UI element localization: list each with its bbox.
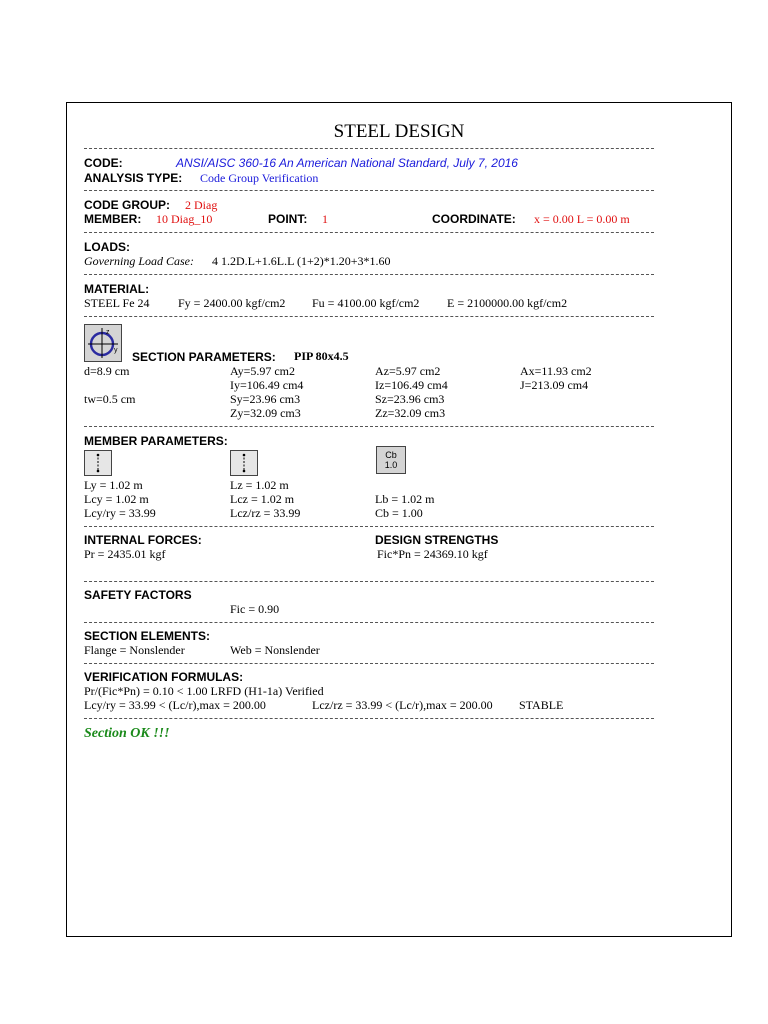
analysis-type-label: ANALYSIS TYPE:: [84, 171, 183, 185]
section-ax: Ax=11.93 cm2: [520, 364, 592, 378]
safety-fic: Fic = 0.90: [230, 602, 280, 616]
point-label: POINT:: [268, 212, 308, 226]
material-steel: STEEL Fe 24: [84, 296, 150, 310]
divider: [84, 622, 654, 623]
code-group-value: 2 Diag: [185, 198, 218, 212]
member-lcy: Lcy = 1.02 m: [84, 492, 149, 506]
code-value: ANSI/AISC 360-16 An American National Standard, July 7, 2016: [176, 156, 518, 170]
section-ay: Ay=5.97 cm2: [230, 364, 295, 378]
code-group-label: CODE GROUP:: [84, 198, 171, 212]
section-parameters-label: SECTION PARAMETERS:: [132, 350, 276, 364]
divider: [84, 232, 654, 233]
result-status: Section OK !!!: [84, 726, 170, 741]
web-class: Web = Nonslender: [230, 643, 320, 657]
material-e: E = 2100000.00 kgf/cm2: [447, 296, 568, 310]
coordinate-value: x = 0.00 L = 0.00 m: [534, 212, 630, 226]
material-label: MATERIAL:: [84, 282, 150, 296]
code-label: CODE:: [84, 156, 123, 170]
point-value: 1: [322, 212, 328, 226]
section-sz: Sz=23.96 cm3: [375, 392, 445, 406]
divider: [84, 718, 654, 719]
section-zy: Zy=32.09 cm3: [230, 406, 301, 420]
member-cb: Cb = 1.00: [375, 506, 423, 520]
divider: [84, 663, 654, 664]
internal-forces-label: INTERNAL FORCES:: [84, 533, 202, 547]
governing-load-case-value: 4 1.2D.L+1.6L.L (1+2)*1.20+3*1.60: [212, 254, 391, 268]
analysis-type-value: Code Group Verification: [200, 171, 319, 185]
section-j: J=213.09 cm4: [520, 378, 589, 392]
cb-icon: [376, 446, 406, 474]
member-value: 10 Diag_10: [156, 212, 213, 226]
divider: [84, 426, 654, 427]
section-d: d=8.9 cm: [84, 364, 130, 378]
section-sy: Sy=23.96 cm3: [230, 392, 301, 406]
verification-lcy: Lcy/ry = 33.99 < (Lc/r),max = 200.00: [84, 698, 266, 712]
loads-label: LOADS:: [84, 240, 130, 254]
flange-class: Flange = Nonslender: [84, 643, 185, 657]
page-title: STEEL DESIGN: [333, 121, 465, 142]
member-label: MEMBER:: [84, 212, 142, 226]
verification-status: STABLE: [519, 698, 564, 712]
material-fu: Fu = 4100.00 kgf/cm2: [312, 296, 420, 310]
member-parameters-label: MEMBER PARAMETERS:: [84, 434, 228, 448]
verification-lcz: Lcz/rz = 33.99 < (Lc/r),max = 200.00: [312, 698, 493, 712]
divider: [84, 526, 654, 527]
member-lcz: Lcz = 1.02 m: [230, 492, 295, 506]
material-fy: Fy = 2400.00 kgf/cm2: [178, 296, 286, 310]
section-elements-label: SECTION ELEMENTS:: [84, 629, 211, 643]
divider: [84, 148, 654, 149]
buckling-y-icon: [84, 450, 112, 476]
cb-icon-value: 1.0: [384, 460, 398, 470]
member-lcy-ry: Lcy/ry = 33.99: [84, 506, 156, 520]
safety-factors-label: SAFETY FACTORS: [84, 588, 192, 602]
pipe-icon-axis-y: y: [114, 347, 118, 354]
section-az: Az=5.97 cm2: [375, 364, 441, 378]
divider: [84, 581, 654, 582]
governing-load-case-label: Governing Load Case:: [84, 254, 194, 268]
divider: [84, 316, 654, 317]
section-iy: Iy=106.49 cm4: [230, 378, 304, 392]
pipe-icon-axis-z: z: [106, 329, 110, 336]
member-lz: Lz = 1.02 m: [230, 478, 289, 492]
divider: [84, 274, 654, 275]
cb-icon-label: Cb: [385, 450, 397, 460]
strength-ficpn: Fic*Pn = 24369.10 kgf: [377, 547, 488, 561]
member-ly: Ly = 1.02 m: [84, 478, 143, 492]
force-pr: Pr = 2435.01 kgf: [84, 547, 166, 561]
member-lcz-rz: Lcz/rz = 33.99: [230, 506, 301, 520]
verification-line-1: Pr/(Fic*Pn) = 0.10 < 1.00 LRFD (H1-1a) Verified: [84, 684, 324, 698]
section-name: PIP 80x4.5: [294, 349, 349, 363]
pipe-section-icon: [84, 324, 122, 362]
section-iz: Iz=106.49 cm4: [375, 378, 448, 392]
verification-formulas-label: VERIFICATION FORMULAS:: [84, 670, 244, 684]
divider: [84, 190, 654, 191]
member-lb: Lb = 1.02 m: [375, 492, 435, 506]
section-tw: tw=0.5 cm: [84, 392, 136, 406]
section-zz: Zz=32.09 cm3: [375, 406, 446, 420]
coordinate-label: COORDINATE:: [432, 212, 516, 226]
buckling-z-icon: [230, 450, 258, 476]
design-strengths-label: DESIGN STRENGTHS: [375, 533, 499, 547]
